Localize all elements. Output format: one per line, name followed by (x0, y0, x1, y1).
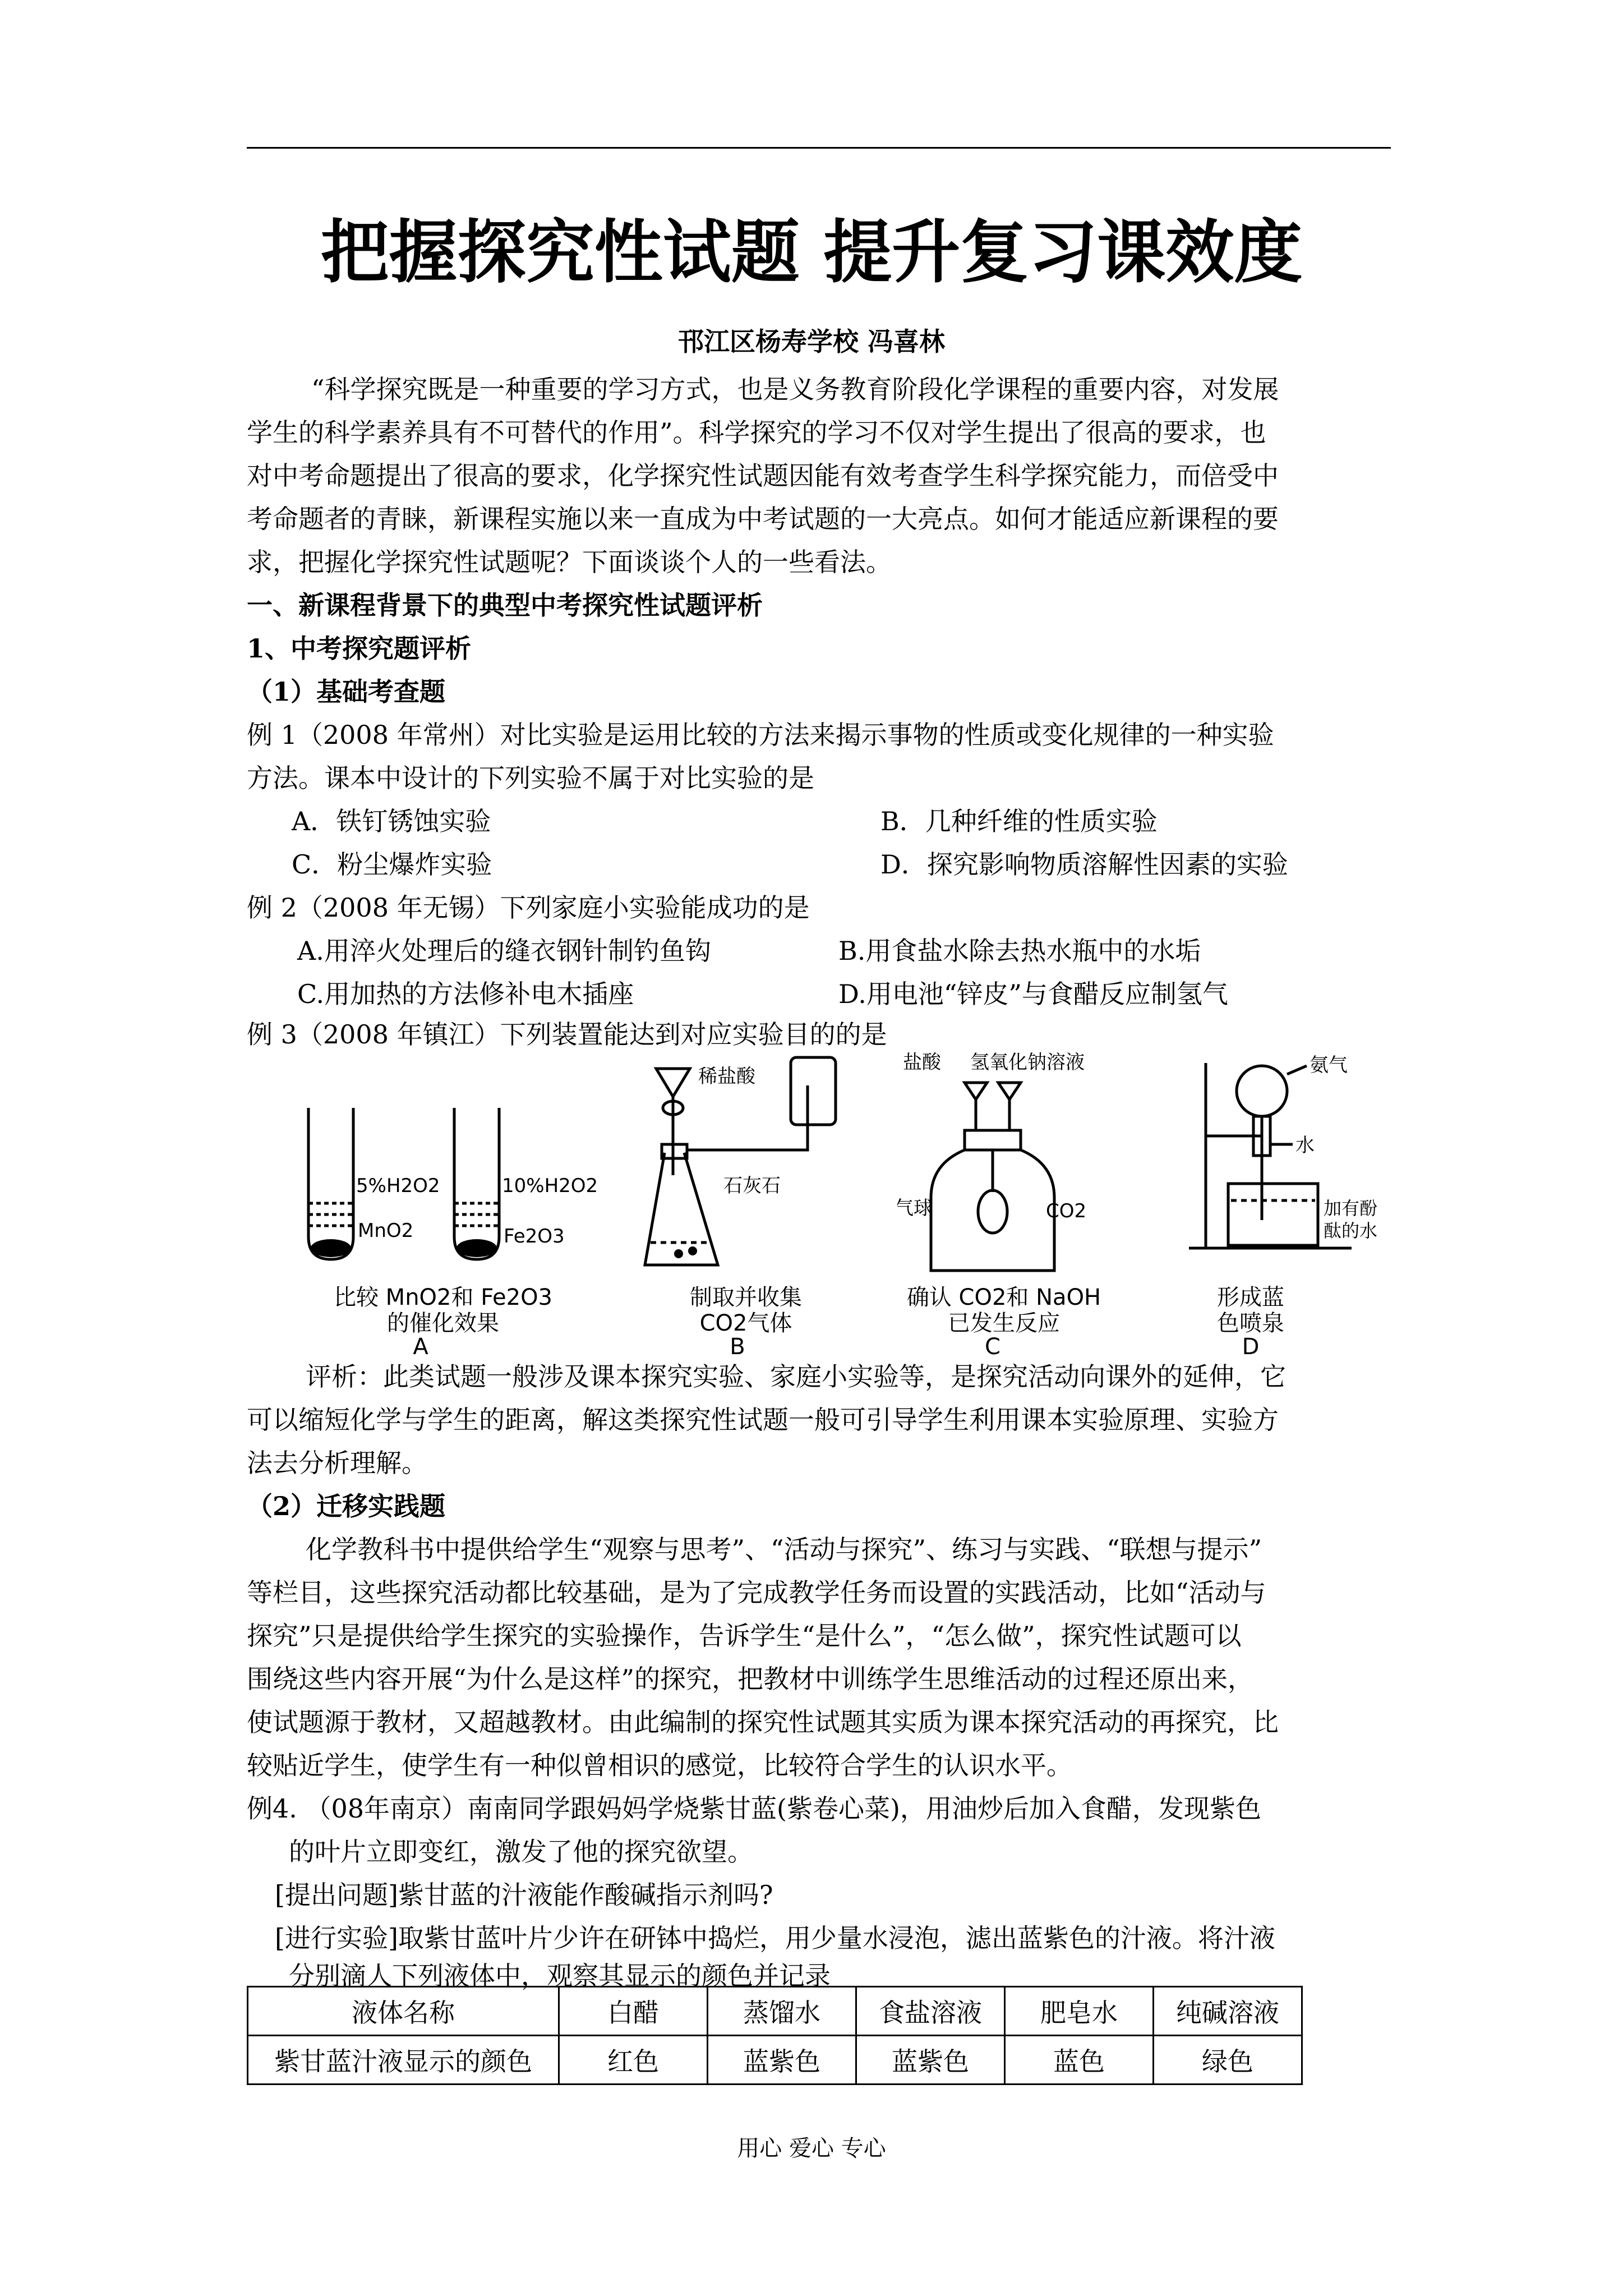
table-header-row (248, 1987, 1302, 2036)
figure-c-acid-label: 盐酸 (903, 1052, 941, 1074)
figure-a-drawing (292, 1052, 628, 1287)
figure-d-caption-2: 色喷泉 (1217, 1310, 1284, 1336)
practice-line: 等栏目，这些探究活动都比较基础，是为了完成教学任务而设置的实践活动，比如“活动与 (247, 1577, 1266, 1608)
example-1-option-b: B．几种纤维的性质实验 (880, 806, 1158, 836)
analysis-line: 评析：此类试题一般涉及课本探究实验、家庭小实验等，是探究活动向课外的延伸，它 (306, 1361, 1286, 1392)
author-line: 邗江区杨寿学校 冯喜林 (677, 326, 945, 357)
example-4-experiment: [进行实验]取紫甘蓝叶片少许在研钵中捣烂，用少量水浸泡，滤出蓝紫色的汁液。将汁液 (275, 1923, 1275, 1953)
example-1-option-c: C．粉尘爆炸实验 (292, 849, 492, 880)
practice-line: 较贴近学生，使学生有一种似曾相识的感觉，比较符合学生的认识水平。 (247, 1750, 1072, 1780)
page-title: 把握探究性试题 提升复习课效度 (320, 213, 1303, 292)
table-header-cell: 纯碱溶液 (1154, 1987, 1302, 2036)
figure-a-label-1: 5%H2O2 (356, 1175, 440, 1197)
intro-line: 考命题者的青睐，新课程实施以来一直成为中考试题的一大亮点。如何才能适应新课程的要 (247, 504, 1279, 534)
table-cell: 蓝色 (1005, 2036, 1154, 2085)
section-heading: 一、新课程背景下的典型中考探究性试题评析 (247, 590, 763, 620)
figure-d-caption-1: 形成蓝 (1217, 1285, 1284, 1310)
intro-line: 学生的科学素养具有不可替代的作用”。科学探究的学习不仅对学生提出了很高的要求，也 (247, 417, 1266, 448)
figure-a-reagent-1: MnO2 (358, 1220, 414, 1242)
intro-line: 对中考命题提出了很高的要求，化学探究性试题因能有效考查学生科学探究能力，而倍受中 (247, 461, 1279, 491)
figure-d-letter: D (1242, 1334, 1260, 1360)
figure-b-drawing (634, 1052, 886, 1287)
figure-d-gas-label: 氨气 (1310, 1054, 1348, 1076)
example-1-option-d: D．探究影响物质溶解性因素的实验 (880, 849, 1288, 880)
example-4-line: 的叶片立即变红，激发了他的探究欲望。 (289, 1837, 753, 1867)
color-table (247, 1986, 1303, 2085)
example-2-option-c: C.用加热的方法修补电木插座 (297, 979, 634, 1009)
figure-c-caption-1: 确认 CO2和 NaOH (906, 1285, 1101, 1310)
example-1-line: 例 1（2008 年常州）对比实验是运用比较的方法来揭示事物的性质或变化规律的一种实验 (247, 720, 1274, 750)
figure-a-caption-2: 的催化效果 (387, 1310, 499, 1336)
figure-c-letter: C (985, 1334, 1000, 1360)
figure-b-letter: B (730, 1334, 745, 1360)
example-2-option-a: A.用淬火处理后的缝衣钢针制钓鱼钩 (297, 936, 711, 966)
example-2-option-b: B.用食盐水除去热水瓶中的水垢 (838, 936, 1201, 966)
practice-line: 探究”只是提供给学生探究的实验操作，告诉学生“是什么”，“怎么做”，探究性试题可以 (247, 1621, 1242, 1651)
figure-a-letter: A (413, 1334, 428, 1360)
example-2-option-d: D.用电池“锌皮”与食醋反应制氢气 (838, 979, 1228, 1009)
figure-b-stone-label: 石灰石 (723, 1175, 781, 1197)
figure-d-beaker-label-2: 酞的水 (1324, 1220, 1378, 1241)
page-footer: 用心 爱心 专心 (737, 2136, 886, 2161)
table-header-cell: 肥皂水 (1005, 1987, 1154, 2036)
subsection-heading: （1）基础考查题 (247, 677, 446, 707)
figure-c-naoh-label: 氢氧化钠溶液 (970, 1052, 1085, 1074)
subsection-heading: 1、中考探究题评析 (247, 633, 472, 664)
example-2-line: 例 2（2008 年无锡）下列家庭小实验能成功的是 (247, 892, 810, 923)
intro-line: 求，把握化学探究性试题呢？下面谈谈个人的一些看法。 (247, 547, 892, 577)
figure-d-beaker-label-1: 加有酚 (1324, 1198, 1378, 1219)
example-4-question: [提出问题]紫甘蓝的汁液能作酸碱指示剂吗? (275, 1880, 773, 1910)
example-1-option-a: A．铁钉锈蚀实验 (292, 806, 491, 836)
table-cell: 蓝紫色 (708, 2036, 856, 2085)
example-4-experiment: 分别滴人下列液体中，观察其显示的颜色并记录 (289, 1961, 831, 1991)
subsection-heading: （2）迁移实践题 (247, 1491, 446, 1521)
figure-b-caption-2: CO2气体 (699, 1310, 792, 1336)
figure-d-drawing (1178, 1052, 1402, 1287)
table-cell: 绿色 (1154, 2036, 1302, 2085)
example-4-line: 例4. （08年南京）南南同学跟妈妈学烧紫甘蓝(紫卷心菜)，用油炒后加入食醋，发现紫色 (247, 1793, 1261, 1824)
analysis-line: 可以缩短化学与学生的距离，解这类探究性试题一般可引导学生利用课本实验原理、实验方 (247, 1405, 1279, 1435)
table-cell: 红色 (559, 2036, 708, 2085)
figure-b-caption-1: 制取并收集 (690, 1285, 802, 1310)
table-header-cell: 蒸馏水 (708, 1987, 856, 2036)
table-row (248, 2036, 1302, 2085)
example-3-line: 例 3（2008 年镇江）下列装置能达到对应实验目的的是 (247, 1019, 887, 1050)
practice-line: 围绕这些内容开展“为什么是这样”的探究，把教材中训练学生思维活动的过程还原出来， (247, 1664, 1254, 1694)
figure-c-caption-2: 已发生反应 (948, 1310, 1060, 1336)
figure-b-acid-label: 稀盐酸 (698, 1065, 755, 1088)
table-cell: 蓝紫色 (856, 2036, 1005, 2085)
table-header-cell: 食盐溶液 (856, 1987, 1005, 2036)
table-header-cell: 液体名称 (248, 1987, 559, 2036)
analysis-line: 法去分析理解。 (247, 1448, 427, 1478)
practice-line: 使试题源于教材，又超越教材。由此编制的探究性试题其实质为课本探究活动的再探究，比 (247, 1707, 1279, 1737)
figure-a-reagent-2: Fe2O3 (504, 1225, 565, 1248)
table-header-cell: 白醋 (559, 1987, 708, 2036)
table-cell: 紫甘蓝汁液显示的颜色 (248, 2036, 559, 2085)
practice-line: 化学教科书中提供给学生“观察与思考”、“活动与探究”、练习与实践、“联想与提示” (306, 1534, 1262, 1565)
intro-line: “科学探究既是一种重要的学习方式，也是义务教育阶段化学课程的重要内容，对发展 (311, 374, 1279, 404)
header-rule (247, 147, 1391, 149)
figure-a-caption-1: 比较 MnO2和 Fe2O3 (333, 1285, 553, 1310)
figure-c-co2-label: CO2 (1046, 1200, 1087, 1222)
figure-a-label-2: 10%H2O2 (502, 1175, 598, 1197)
example-1-line: 方法。课本中设计的下列实验不属于对比实验的是 (247, 763, 814, 793)
figure-c-drawing (897, 1052, 1178, 1287)
figure-c-balloon-label: 气球 (897, 1197, 933, 1220)
figure-d-water-label: 水 (1295, 1134, 1315, 1157)
